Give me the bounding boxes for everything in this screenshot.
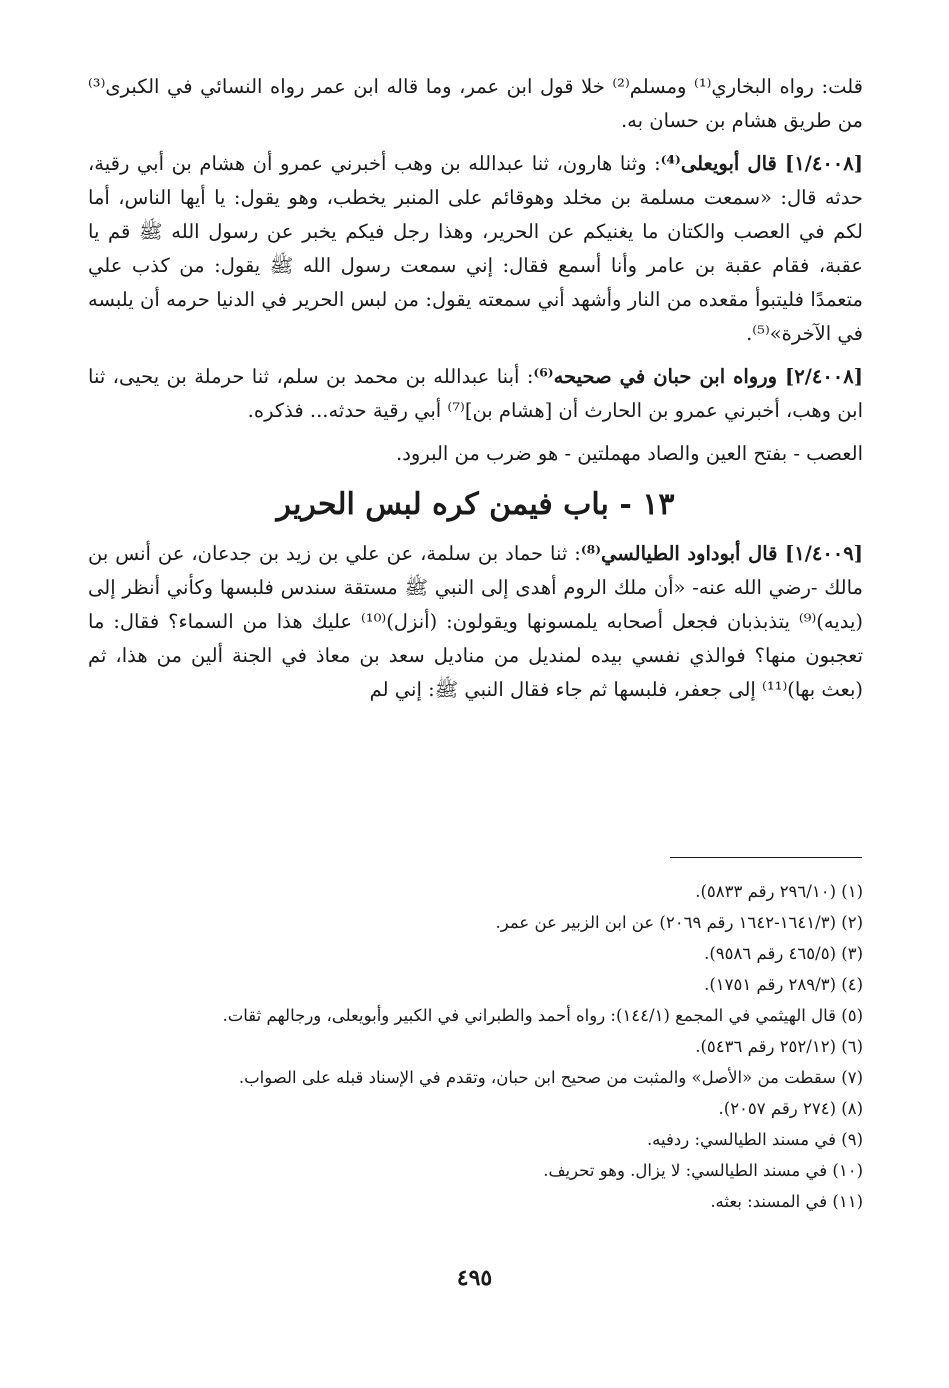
footnote: (٣) (٤٦٥/٥ رقم ٩٥٨٦). [704,944,863,963]
main-text [88,70,863,716]
paragraph-1: قلت: رواه البخاري⁽¹⁾ ومسلم⁽²⁾ خلا قول ابن عمر، وما قاله ابن عمر رواه النسائي في الكبرى⁽³⁾ من طريق هشام بن حسان به. [88,75,863,132]
hadith-text: : أبنا عبدالله بن محمد بن سلم، ثنا حرملة بن يحيى، ثنا ابن وهب، أخبرني عمرو بن الحارث أن [هشام بن]⁽⁷⁾ أبي رقية حدثه... فذكره. [88,365,863,422]
footnote: (٦) (٢٥٢/١٢ رقم ٥٤٣٦). [695,1037,863,1056]
hadith-reference: [٢/٤٠٠٨] ورواه ابن حبان في صحيحه⁽⁶⁾ [533,365,863,388]
footnote-divider [670,857,862,858]
footnote: (٩) في مسند الطيالسي: ردفيه. [646,1130,863,1149]
footnote: (١١) في المسند: بعثه. [710,1192,863,1211]
footnote: (٨) (٢٧٤ رقم ٢٠٥٧). [718,1099,863,1118]
footnote: (٢) (١٦٤١/٣-١٦٤٢ رقم ٢٠٦٩) عن ابن الزبير عن عمر. [495,913,863,932]
paragraph-4: العصب - بفتح العين والصاد مهملتين - هو ضرب من البرود. [396,442,863,465]
footnotes [88,876,863,1217]
footnote: (١) (٢٩٦/١٠ رقم ٥٨٣٣). [695,882,863,901]
footnote: (١٠) في مسند الطيالسي: لا يزال. وهو تحريف. [543,1161,863,1180]
hadith-text: : وثنا هارون، ثنا عبدالله بن وهب أخبرني عمرو أن هشام بن أبي رقية، حدثه قال: «سمعت مسلمة بن مخلد وهوقائم على المنبر يخطب، وهو يقول: يا أيها الناس، أما لكم في العصب والكتان ما يغنيكم عن الحرير، وهذا رجل فيكم يخبر عن رسول الله ﷺ قم يا عقبة، فقام عقبة بن عامر وأنا أسمع فقال: إني سمعت رسول الله ﷺ يقول: من كذب علي متعمدًا فليتبوأ مقعده من النار وأشهد أني سمعته يقول: من لبس الحرير في الدنيا حرمه أن يلبسه في الآخرة»⁽⁵⁾. [88,152,863,345]
footnote: (٥) قال الهيثمي في المجمع (١٤٤/١): رواه أحمد والطبراني في الكبير وأبويعلى، ورجالهم ثقات. [222,1006,863,1025]
hadith-text: : ثنا حماد بن سلمة، عن علي بن زيد بن جدعان، عن أنس بن مالك -رضي الله عنه- «أن ملك الروم أهدى إلى النبي ﷺ مستقة سندس فلبسها وكأني أنظر إلى (يديه)⁽⁹⁾ يتذبذبان فجعل أصحابه يلمسونها ويقولون: (أنزل)⁽¹⁰⁾ عليك هذا من السماء؟ فقال: ما تعجبون منها؟ فوالذي نفسي بيده لمنديل من مناديل سعد بن معاذ في الجنة ألين من هذا، ثم (بعث بها)⁽¹¹⁾ إلى جعفر، فلبسها ثم جاء فقال النبي ﷺ: إني لم [88,542,863,701]
hadith-reference: [١/٤٠٠٩] قال أبوداود الطيالسي⁽⁸⁾ [580,542,863,565]
page-number: ٤٩٥ [456,1265,493,1291]
paragraph-3 [88,360,863,428]
hadith-reference: [١/٤٠٠٨] قال أبويعلى⁽⁴⁾ [660,152,863,175]
paragraph-2 [88,147,863,351]
footnote: (٧) سقطت من «الأصل» والمثبت من صحيح ابن حبان، وتقدم في الإسناد قبله على الصواب. [238,1068,863,1087]
footnote: (٤) (٢٨٩/٣ رقم ١٧٥١). [704,975,863,994]
chapter-heading: ١٣ - باب فيمن كره لبس الحرير [276,487,675,522]
paragraph-5 [88,537,863,707]
